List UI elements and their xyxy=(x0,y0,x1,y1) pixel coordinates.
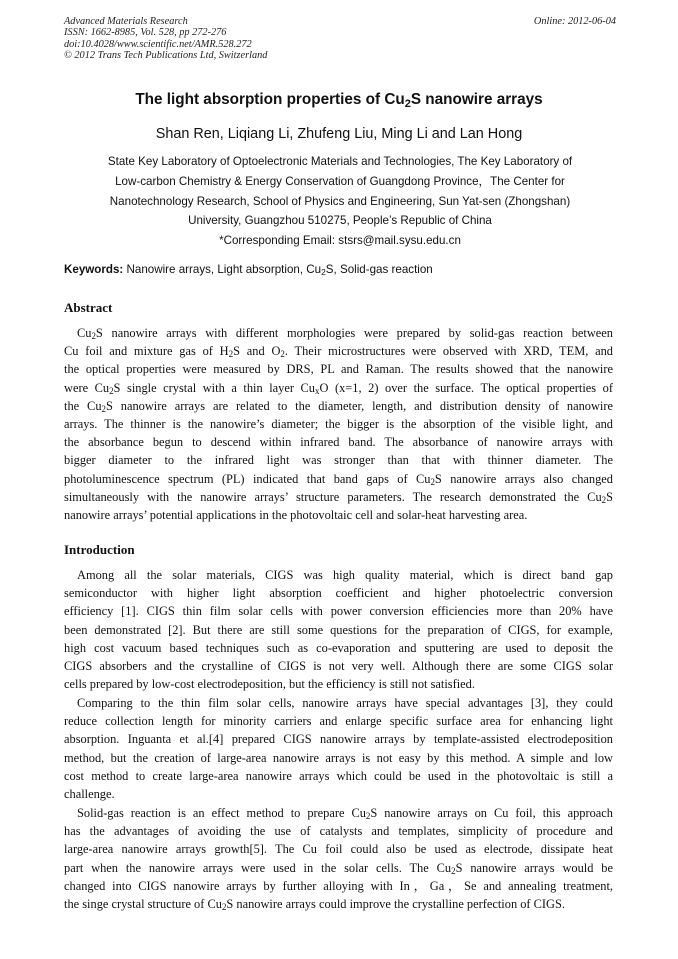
journal-name: Advanced Materials Research xyxy=(64,16,188,27)
text-line: simultaneously with the nanowire arrays’ structure parameters. The research demonstrated the $Cu_2S$ xyxy=(64,489,613,506)
affiliation-line: University, Guangzhou 510275, People’s Republic of China xyxy=(188,214,492,228)
text-line: CIGS absorbers and the crystalline of CIGS is not very well. Although there are some CIGS solar xyxy=(64,659,613,674)
text-line: the optical properties were measured by DRS, PL and Raman. The results showed that the nanowire xyxy=(64,362,613,377)
text-line: Comparing to the thin film solar cells, nanowire arrays have special advantages [3], they could xyxy=(77,696,613,710)
keywords-line xyxy=(64,263,616,276)
affiliation-line: Nanotechnology Research, School of Physics and Engineering, Sun Yat-sen (Zhongshan) xyxy=(109,194,571,208)
text-line: part when the nanowire arrays were used in the solar cells. The $Cu_2S$ nanowire arrays would be xyxy=(64,860,614,876)
text-line: efficiency [1]. CIGS thin film solar cells with power conversion efficiencies more than 20% have xyxy=(64,604,613,619)
affiliation-block xyxy=(64,152,616,251)
text-line: cost method to create large-area nanowire arrays which could be used in the photovoltaic is still a xyxy=(64,768,613,783)
journal-header xyxy=(64,16,616,61)
text-line: were $Cu_2S$ single crystal with a thin layer $Cu_xO$ (x=1, 2) over the surface. The optical properties of xyxy=(64,380,613,396)
author-list: Shan Ren, Liqiang Li, Zhufeng Liu, Ming Li and Lan Hong xyxy=(155,126,523,142)
text-line: reduce collection length for minority carriers and enlarge specific surface area for enhancing light xyxy=(64,714,613,729)
text-line: been demonstrated [2]. But there are still some questions for the preparation of CIGS, for example, xyxy=(64,622,613,637)
text-line: absorption. Inguanta et al.[4] prepared CIGS nanowire arrays by template-assisted electrodeposition xyxy=(64,732,613,747)
affiliation-line: State Key Laboratory of Optoelectronic Materials and Technologies, The Key Laboratory of xyxy=(107,155,573,168)
text-line: the singe crystal structure of $Cu_2S$ nanowire arrays could improve the crystalline perfection of CIGS. xyxy=(64,897,565,913)
text-line: large-area nanowire arrays growth[5]. The Cu foil could also be used as electrode, dissipate heat xyxy=(64,842,613,857)
copyright-line: © 2012 Trans Tech Publications Ltd, Switzerland xyxy=(64,49,268,61)
text-line: bigger diameter to the infrared light was stronger than that with thinner diameter. The xyxy=(64,453,613,468)
issn-line: ISSN: 1662-8985, Vol. 528, pp 272-276 xyxy=(64,27,227,39)
text-line: nanowire arrays’ potential applications in the photovoltaic cell and solar-heat harvesting area. xyxy=(64,508,528,523)
introduction-paragraph xyxy=(64,804,613,913)
text-line: photoluminescence spectrum (PL) indicated that band gaps of $Cu_2S$ nanowire arrays also changed xyxy=(64,471,613,487)
introduction-paragraph xyxy=(64,566,613,693)
text-line: changed into CIGS nanowire arrays by further alloying with In，Ga，Se and annealing treatment, xyxy=(64,878,613,893)
text-line: challenge. xyxy=(64,787,115,802)
abstract-heading: Abstract xyxy=(64,300,113,315)
text-line: cells prepared by low-cost electrodeposition, but the efficiency is still not satisfied. xyxy=(64,677,475,692)
abstract-body xyxy=(64,324,613,524)
text-line: has the advantages of avoiding the use of catalysts and templates, simplicity of procedure and xyxy=(64,824,613,839)
text-line: Cu foil and mixture gas of $H_2S$ and $O_2$. Their microstructures were observed with XRD, TEM, and xyxy=(64,344,613,360)
text-line: the absorbance begun to descend within infrared band. The absorbance of nanowire arrays with xyxy=(64,435,613,450)
keywords-label: Keywords: xyxy=(64,263,124,276)
text-line: semiconductor with higher light absorption coefficient and higher photoelectric conversion xyxy=(64,586,613,601)
text-line: arrays. The thinner is the nanowire’s diameter; the bigger is the absorption of the visible light, and xyxy=(64,417,613,432)
online-date: Online: 2012-06-04 xyxy=(533,16,616,27)
keywords-text: Nanowire arrays, Light absorption, $Cu_2S$, Solid-gas reaction xyxy=(126,263,433,278)
doi-line: doi:10.4028/www.scientific.net/AMR.528.272 xyxy=(64,38,252,50)
text-line: high cost vacuum based techniques such as co-evaporation and sputtering are used to deposit the xyxy=(64,640,613,655)
introduction-heading: Introduction xyxy=(64,542,135,557)
text-line: the $Cu_2S$ nanowire arrays are related to the diameter, length, and distribution density of nanowire xyxy=(64,398,613,415)
text-line: Solid-gas reaction is an effect method to prepare $Cu_2S$ nanowire arrays on Cu foil, this approach xyxy=(77,806,613,822)
introduction-paragraph xyxy=(64,694,613,803)
text-line: method, but the creation of large-area nanowire arrays is not easy by this method. A simple and low xyxy=(64,750,613,765)
text-line: $Cu_2S$ nanowire arrays with different morphologies were prepared by solid-gas reaction between xyxy=(77,326,613,342)
affiliation-line: Low-carbon Chemistry & Energy Conservation of Guangdong Province，The Center for xyxy=(115,174,565,188)
paper-title: The light absorption properties of $Cu_2S$ nanowire arrays xyxy=(135,91,543,110)
text-line: Among all the solar materials, CIGS was high quality material, which is direct band gap xyxy=(77,568,613,582)
corresponding-email: *Corresponding Email: stsrs@mail.sysu.edu.cn xyxy=(219,234,461,248)
